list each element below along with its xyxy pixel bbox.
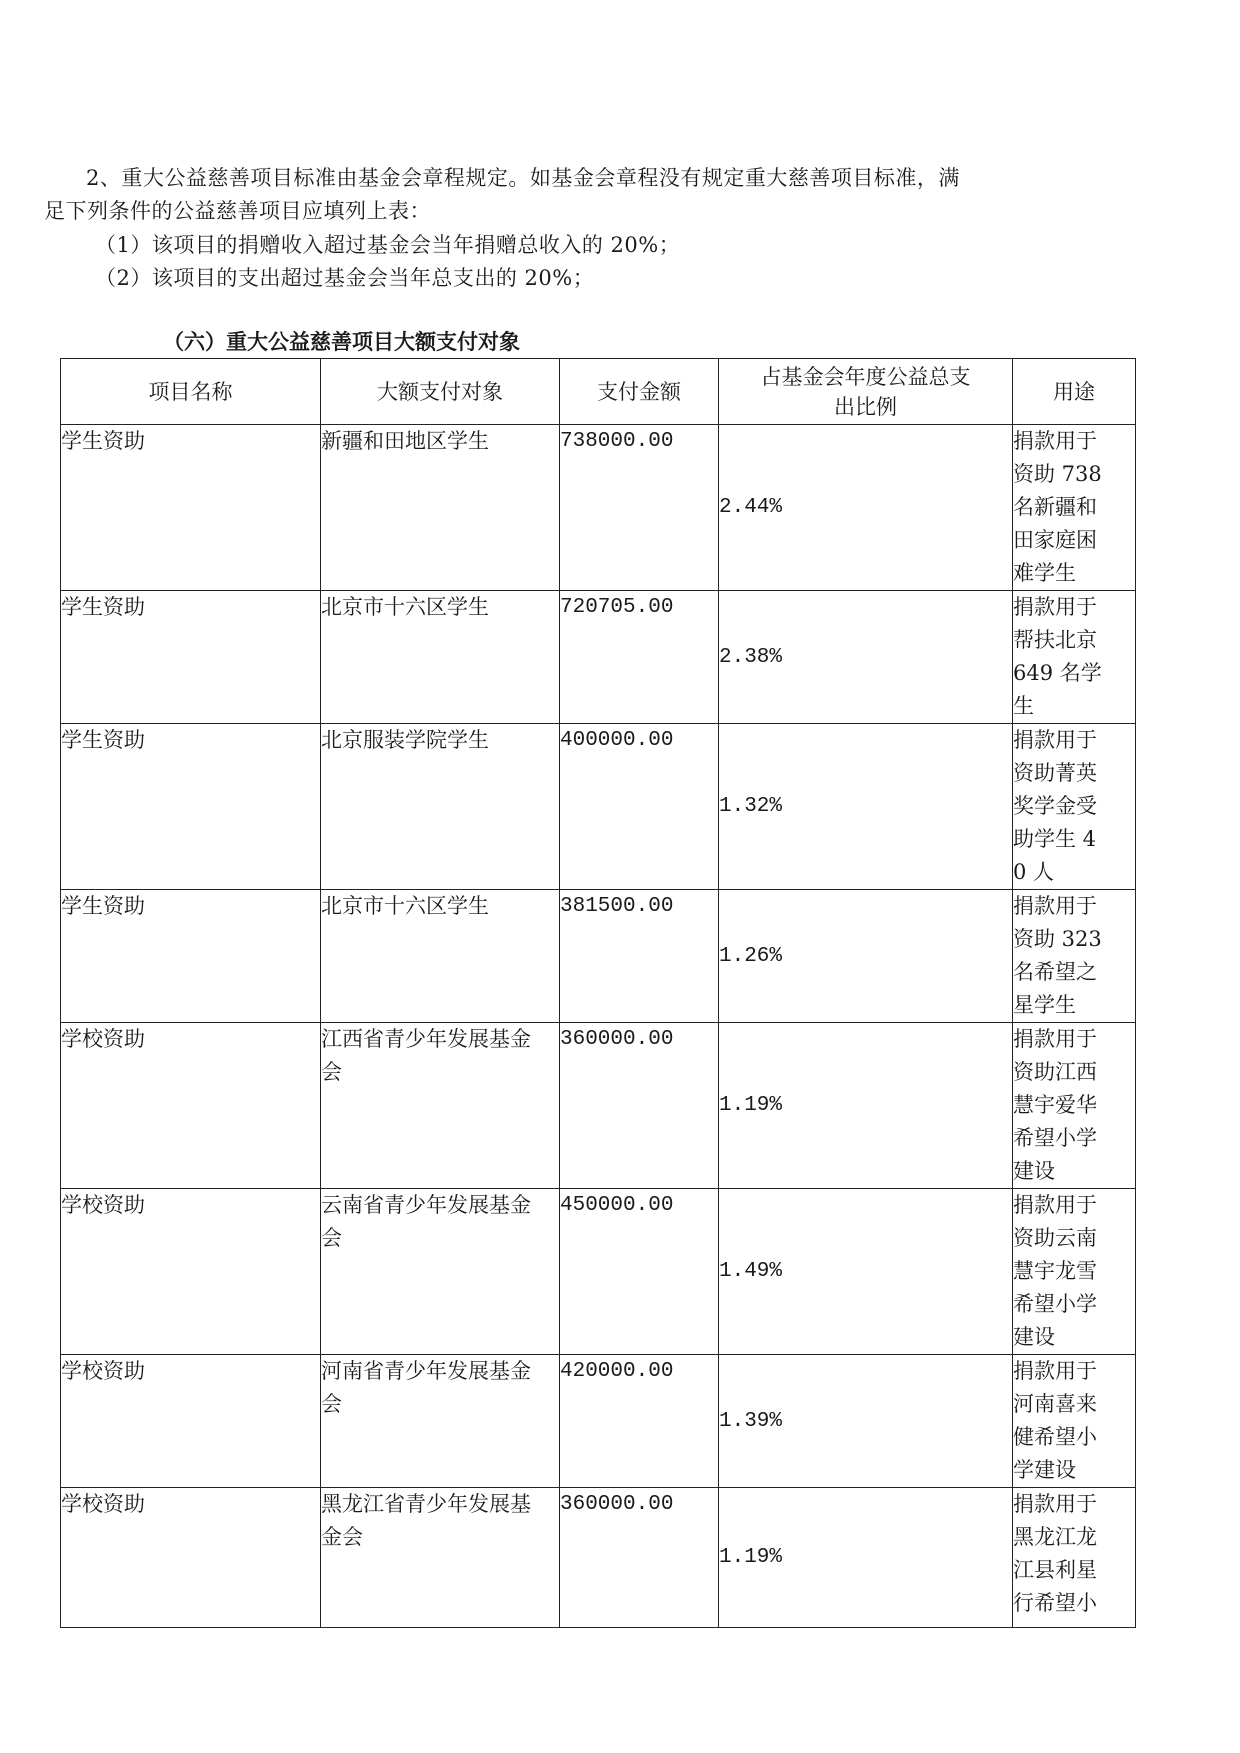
cell-expense-ratio: 1.26% [719, 890, 1013, 1023]
table-header-row [61, 359, 1136, 425]
cell-project-name: 学生资助 [61, 425, 321, 591]
cell-purpose [1013, 1355, 1136, 1488]
cell-payment-target [321, 591, 560, 724]
cell-purpose [1013, 591, 1136, 724]
cell-project-name: 学校资助 [61, 1189, 321, 1355]
cell-payment-target [321, 724, 560, 890]
cell-payment-target [321, 1488, 560, 1628]
cell-payment-target [321, 1023, 560, 1189]
cell-expense-ratio: 2.44% [719, 425, 1013, 591]
cell-payment-target [321, 425, 560, 591]
table-row [61, 591, 1136, 724]
table-row [61, 1189, 1136, 1355]
cell-payment-target-text: 新疆和田地区学生 [321, 429, 489, 453]
cell-purpose-text: 捐款用于资助云南慧宇龙雪希望小学建设 [1013, 1193, 1097, 1349]
cell-payment-amount: 450000.00 [560, 1189, 719, 1355]
cell-purpose-text: 捐款用于帮扶北京 649 名学生 [1013, 595, 1102, 718]
cell-payment-amount: 381500.00 [560, 890, 719, 1023]
cell-expense-ratio: 2.38% [719, 591, 1013, 724]
note-item2-line1: 2、重大公益慈善项目标准由基金会章程规定。如基金会章程没有规定重大慈善项目标准，满 [86, 166, 960, 190]
cell-purpose [1013, 724, 1136, 890]
table-row [61, 890, 1136, 1023]
table-row [61, 1023, 1136, 1189]
cell-purpose [1013, 425, 1136, 591]
section-title: （六）重大公益慈善项目大额支付对象 [163, 330, 520, 354]
cell-expense-ratio: 1.32% [719, 724, 1013, 890]
table-row [61, 1488, 1136, 1628]
cell-purpose [1013, 1189, 1136, 1355]
cell-payment-amount: 360000.00 [560, 1488, 719, 1628]
large-payment-table [60, 358, 1136, 1628]
cell-payment-target-text: 北京市十六区学生 [321, 595, 489, 619]
table-row [61, 1355, 1136, 1488]
cell-expense-ratio: 1.39% [719, 1355, 1013, 1488]
note-condition-2: （2）该项目的支出超过基金会当年总支出的 20%； [95, 266, 595, 290]
cell-payment-amount: 420000.00 [560, 1355, 719, 1488]
cell-payment-target-text: 河南省青少年发展基金会 [321, 1359, 531, 1416]
cell-expense-ratio: 1.19% [719, 1023, 1013, 1189]
cell-payment-target-text: 江西省青少年发展基金会 [321, 1027, 531, 1084]
table-row [61, 724, 1136, 890]
header-payment-target: 大额支付对象 [321, 359, 560, 425]
cell-purpose-text: 捐款用于资助 738 名新疆和田家庭困难学生 [1013, 429, 1102, 585]
cell-project-name: 学校资助 [61, 1488, 321, 1628]
cell-project-name: 学校资助 [61, 1355, 321, 1488]
cell-payment-amount: 738000.00 [560, 425, 719, 591]
cell-purpose-text: 捐款用于资助 323 名希望之星学生 [1013, 894, 1102, 1017]
cell-purpose-text: 捐款用于河南喜来健希望小学建设 [1013, 1359, 1097, 1482]
cell-project-name: 学生资助 [61, 724, 321, 890]
cell-payment-amount: 360000.00 [560, 1023, 719, 1189]
cell-purpose-text: 捐款用于资助江西慧宇爱华希望小学建设 [1013, 1027, 1097, 1183]
cell-payment-target [321, 1355, 560, 1488]
header-payment-amount: 支付金额 [560, 359, 719, 425]
cell-expense-ratio: 1.49% [719, 1189, 1013, 1355]
cell-payment-target-text: 云南省青少年发展基金会 [321, 1193, 531, 1250]
header-project-name: 项目名称 [61, 359, 321, 425]
note-condition-1: （1）该项目的捐赠收入超过基金会当年捐赠总收入的 20%； [95, 233, 681, 257]
cell-purpose [1013, 890, 1136, 1023]
cell-purpose-text: 捐款用于资助菁英奖学金受助学生 40 人 [1013, 728, 1097, 884]
cell-expense-ratio: 1.19% [719, 1488, 1013, 1628]
cell-project-name: 学生资助 [61, 591, 321, 724]
cell-purpose-text: 捐款用于黑龙江龙江县利星行希望小 [1013, 1492, 1097, 1615]
cell-payment-target-text: 北京市十六区学生 [321, 894, 489, 918]
cell-project-name: 学生资助 [61, 890, 321, 1023]
cell-payment-target [321, 890, 560, 1023]
cell-payment-target-text: 北京服装学院学生 [321, 728, 489, 752]
cell-payment-amount: 720705.00 [560, 591, 719, 724]
header-expense-ratio [719, 359, 1013, 425]
header-purpose: 用途 [1013, 359, 1136, 425]
cell-purpose [1013, 1023, 1136, 1189]
cell-project-name: 学校资助 [61, 1023, 321, 1189]
cell-payment-target [321, 1189, 560, 1355]
cell-payment-amount: 400000.00 [560, 724, 719, 890]
header-expense-ratio-label: 占基金会年度公益总支出比例 [760, 364, 971, 419]
table-row [61, 425, 1136, 591]
cell-purpose [1013, 1488, 1136, 1628]
cell-payment-target-text: 黑龙江省青少年发展基金会 [321, 1492, 531, 1549]
note-item2-line2: 足下列条件的公益慈善项目应填列上表： [44, 199, 431, 223]
